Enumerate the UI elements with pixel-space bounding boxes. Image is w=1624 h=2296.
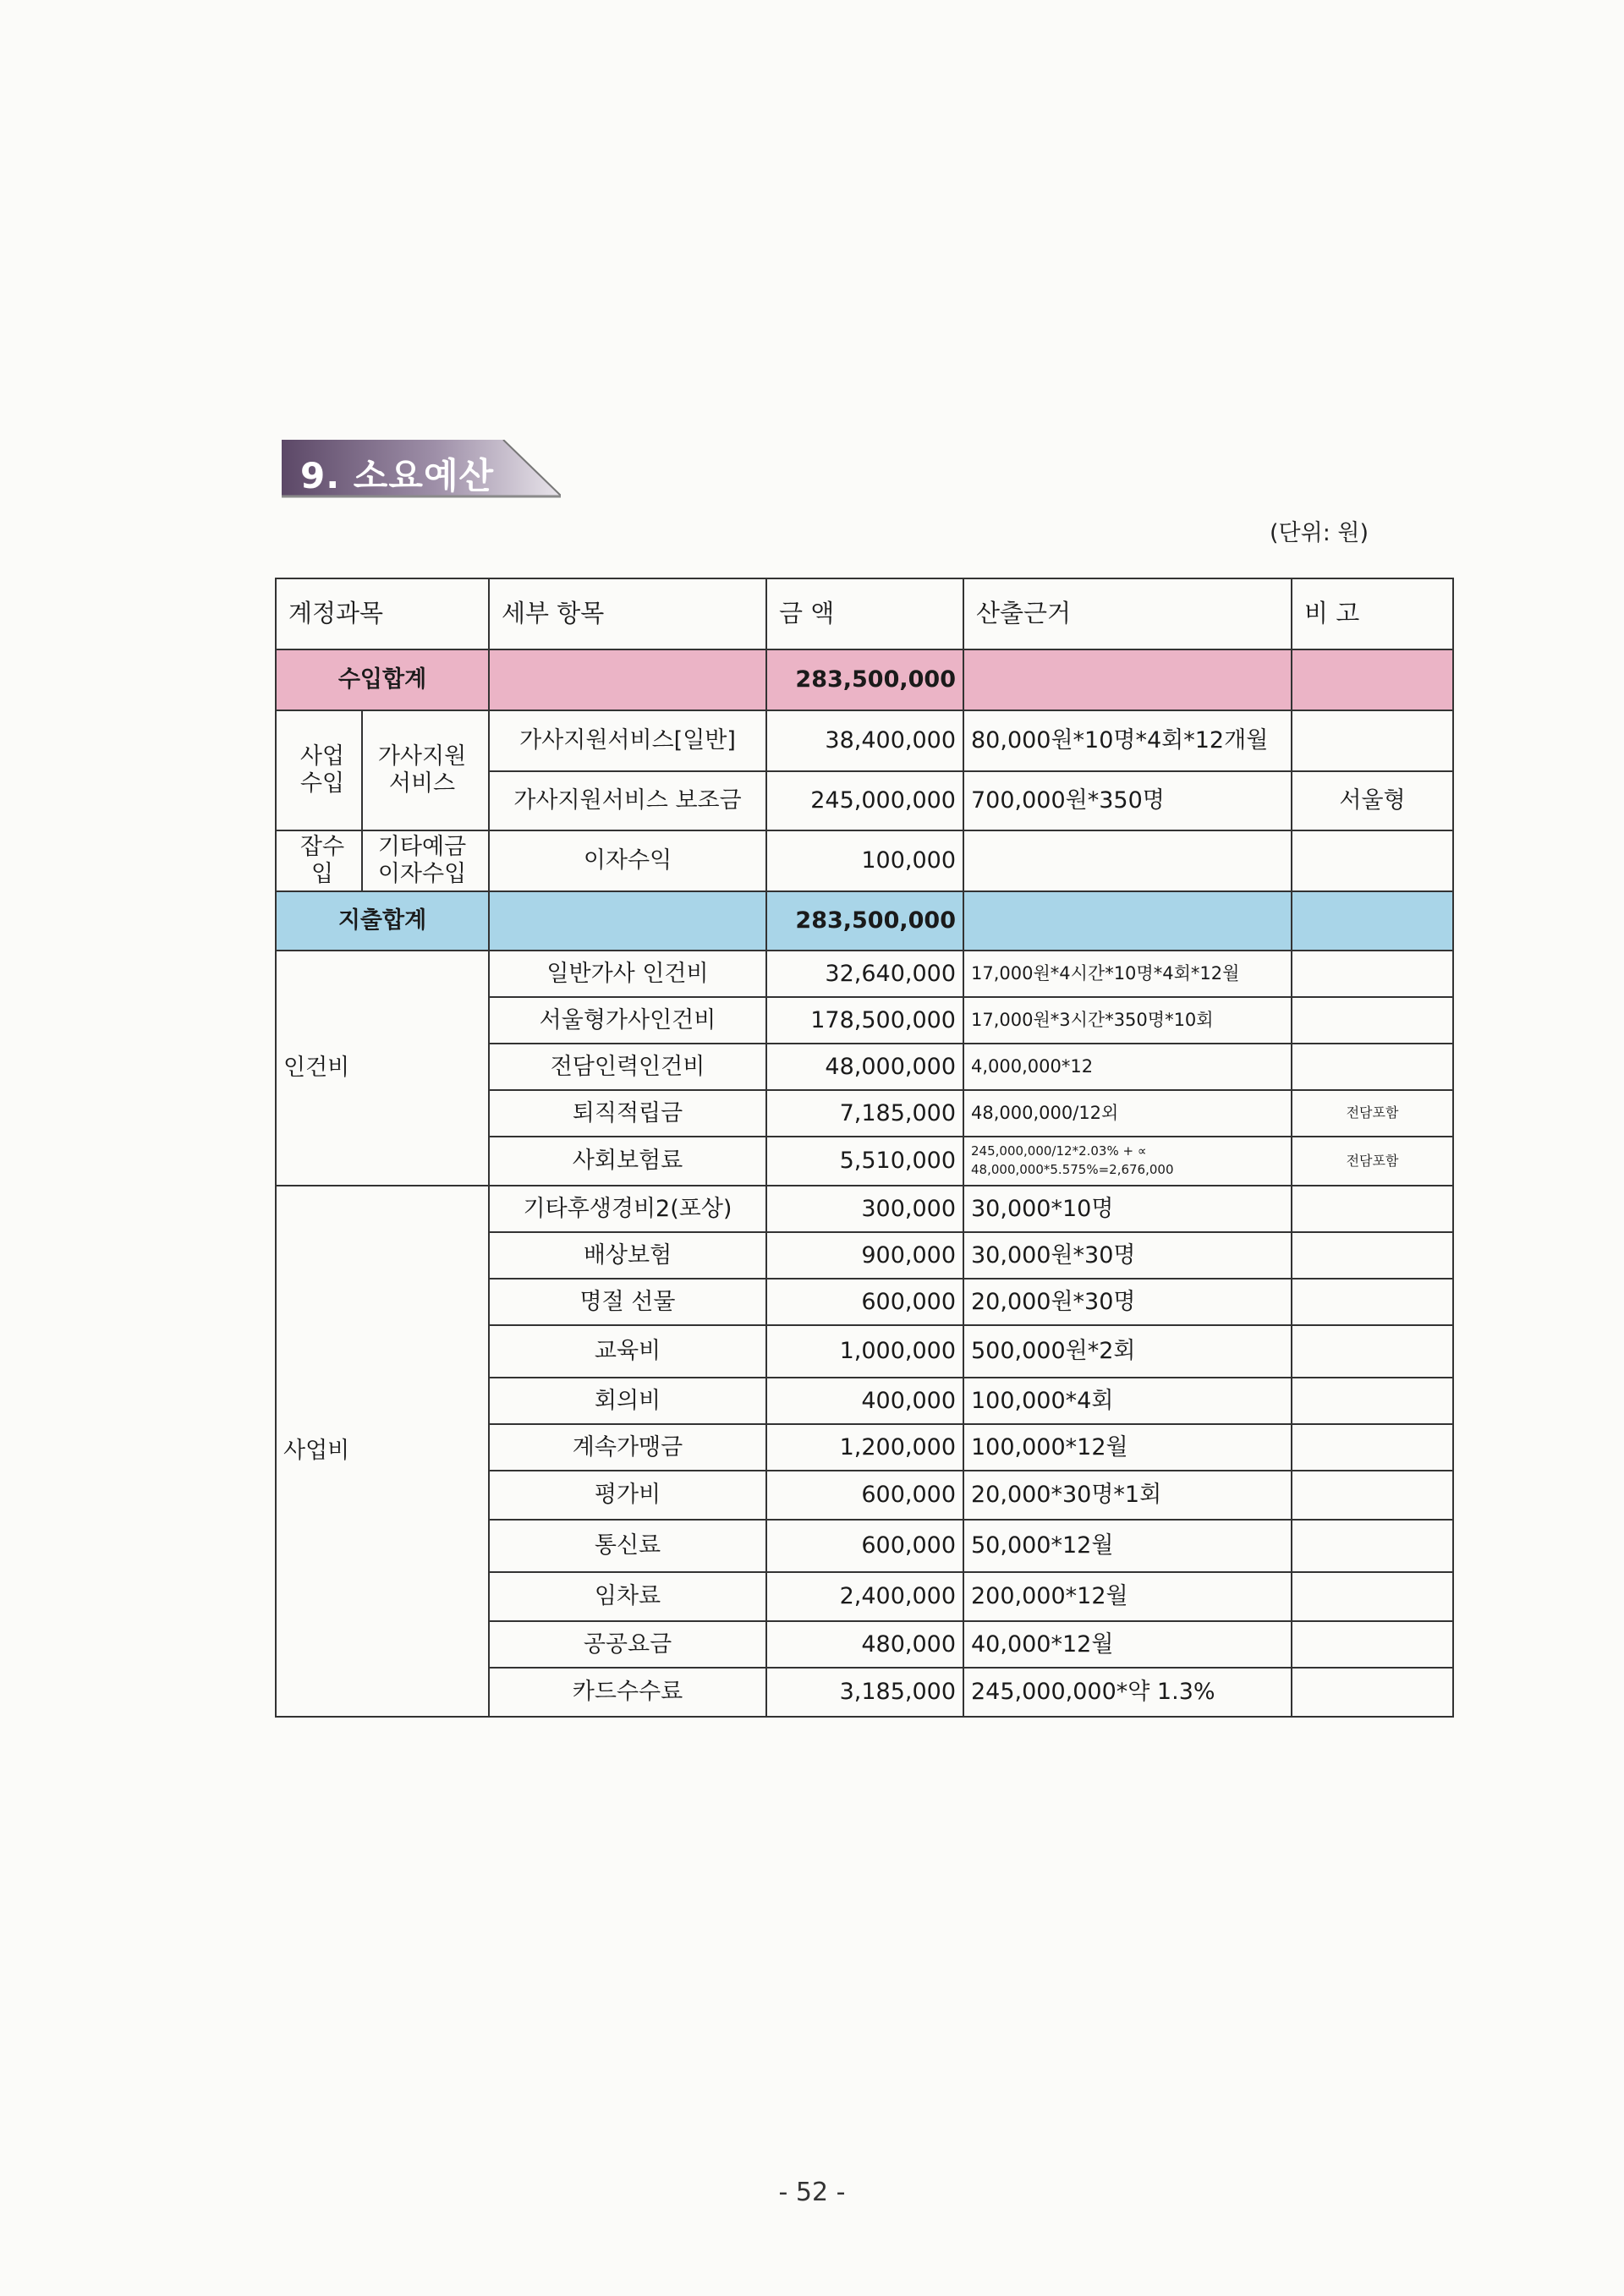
note-cell [1292, 830, 1453, 891]
item-cell: 가사지원서비스[일반] [489, 710, 766, 771]
note-cell [1292, 997, 1453, 1044]
amount-cell: 245,000,000 [766, 771, 963, 830]
item-cell: 이자수익 [489, 830, 766, 891]
table-row [276, 1186, 1453, 1232]
budget-table [275, 578, 1454, 1718]
item-cell: 가사지원서비스 보조금 [489, 771, 766, 830]
item-cell: 통신료 [489, 1520, 766, 1572]
note-cell: 전담포함 [1292, 1137, 1453, 1186]
note-cell [1292, 1520, 1453, 1572]
table-row [276, 710, 1453, 771]
basis-line-1: 245,000,000/12*2.03% + ∝ [971, 1143, 1147, 1159]
basis-cell [963, 1137, 1292, 1186]
note-cell [1292, 1186, 1453, 1232]
item-cell: 평가비 [489, 1471, 766, 1520]
income-cat1: 사업 수입 [283, 711, 363, 830]
item-cell: 공공요금 [489, 1621, 766, 1668]
amount-cell: 7,185,000 [766, 1090, 963, 1137]
note-cell [1292, 1232, 1453, 1279]
basis-cell: 80,000원*10명*4회*12개월 [963, 710, 1292, 771]
note-cell: 서울형 [1292, 771, 1453, 830]
amount-cell: 900,000 [766, 1232, 963, 1279]
unit-label: (단위: 원) [1270, 520, 1369, 546]
amount-cell: 178,500,000 [766, 997, 963, 1044]
section-title: 9. 소요예산 [300, 455, 495, 496]
page-number: - 52 - [778, 2178, 846, 2207]
note-cell [1292, 1572, 1453, 1621]
misc-cat2: 기타예금 이자수입 [377, 833, 467, 887]
amount-cell: 600,000 [766, 1279, 963, 1325]
personnel-category: 인건비 [276, 951, 489, 1186]
table-header-row [276, 578, 1453, 649]
amount-cell: 600,000 [766, 1471, 963, 1520]
note-cell [1292, 1378, 1453, 1424]
item-cell: 명절 선물 [489, 1279, 766, 1325]
amount-cell: 480,000 [766, 1621, 963, 1668]
amount-cell: 1,000,000 [766, 1325, 963, 1378]
item-cell: 교육비 [489, 1325, 766, 1378]
income-total-row [276, 649, 1453, 710]
basis-cell: 200,000*12월 [963, 1572, 1292, 1621]
amount-cell: 3,185,000 [766, 1668, 963, 1717]
basis-cell: 700,000원*350명 [963, 771, 1292, 830]
amount-cell: 600,000 [766, 1520, 963, 1572]
income-total-label: 수입합계 [276, 649, 489, 710]
note-cell [1292, 951, 1453, 997]
item-cell: 전담인력인건비 [489, 1044, 766, 1090]
amount-cell: 48,000,000 [766, 1044, 963, 1090]
item-cell: 사회보험료 [489, 1137, 766, 1186]
note-cell [1292, 1325, 1453, 1378]
basis-cell: 17,000원*3시간*350명*10회 [963, 997, 1292, 1044]
amount-cell: 2,400,000 [766, 1572, 963, 1621]
expense-total-row [276, 891, 1453, 951]
item-cell: 서울형가사인건비 [489, 997, 766, 1044]
basis-cell: 100,000*4회 [963, 1378, 1292, 1424]
note-cell [1292, 1471, 1453, 1520]
header-account: 계정과목 [276, 578, 489, 649]
basis-cell: 4,000,000*12 [963, 1044, 1292, 1090]
item-cell: 회의비 [489, 1378, 766, 1424]
amount-cell: 100,000 [766, 830, 963, 891]
income-category-cell [276, 710, 489, 830]
basis-cell: 48,000,000/12외 [963, 1090, 1292, 1137]
basis-cell: 50,000*12월 [963, 1520, 1292, 1572]
business-category: 사업비 [276, 1186, 489, 1717]
basis-cell: 30,000원*30명 [963, 1232, 1292, 1279]
basis-line-2: 48,000,000*5.575%=2,676,000 [971, 1162, 1174, 1177]
misc-income-category-cell [276, 830, 489, 891]
expense-total-label: 지출합계 [276, 891, 489, 951]
table-row [276, 951, 1453, 997]
item-cell: 배상보험 [489, 1232, 766, 1279]
item-cell: 임차료 [489, 1572, 766, 1621]
basis-cell: 245,000,000*약 1.3% [963, 1668, 1292, 1717]
amount-cell: 38,400,000 [766, 710, 963, 771]
note-cell [1292, 1668, 1453, 1717]
basis-cell: 500,000원*2회 [963, 1325, 1292, 1378]
amount-cell: 400,000 [766, 1378, 963, 1424]
item-cell: 퇴직적립금 [489, 1090, 766, 1137]
basis-cell: 100,000*12월 [963, 1424, 1292, 1471]
income-total-amount: 283,500,000 [766, 649, 963, 710]
basis-cell: 20,000*30명*1회 [963, 1471, 1292, 1520]
basis-cell: 30,000*10명 [963, 1186, 1292, 1232]
amount-cell: 32,640,000 [766, 951, 963, 997]
note-cell [1292, 1279, 1453, 1325]
note-cell: 전담포함 [1292, 1090, 1453, 1137]
basis-cell: 17,000원*4시간*10명*4회*12월 [963, 951, 1292, 997]
item-cell: 카드수수료 [489, 1668, 766, 1717]
income-cat2: 가사지원 서비스 [377, 743, 467, 797]
table-row [276, 830, 1453, 891]
amount-cell: 5,510,000 [766, 1137, 963, 1186]
note-cell [1292, 1044, 1453, 1090]
note-cell [1292, 1621, 1453, 1668]
basis-cell [963, 830, 1292, 891]
header-basis: 산출근거 [963, 578, 1292, 649]
section-header [282, 440, 561, 499]
note-cell [1292, 1424, 1453, 1471]
item-cell: 계속가맹금 [489, 1424, 766, 1471]
item-cell: 기타후생경비2(포상) [489, 1186, 766, 1232]
note-cell [1292, 710, 1453, 771]
basis-cell: 20,000원*30명 [963, 1279, 1292, 1325]
header-note: 비 고 [1292, 578, 1453, 649]
amount-cell: 300,000 [766, 1186, 963, 1232]
header-detail: 세부 항목 [489, 578, 766, 649]
basis-cell: 40,000*12월 [963, 1621, 1292, 1668]
expense-total-amount: 283,500,000 [766, 891, 963, 951]
amount-cell: 1,200,000 [766, 1424, 963, 1471]
item-cell: 일반가사 인건비 [489, 951, 766, 997]
header-amount: 금 액 [766, 578, 963, 649]
misc-cat1: 잡수 입 [283, 831, 363, 890]
